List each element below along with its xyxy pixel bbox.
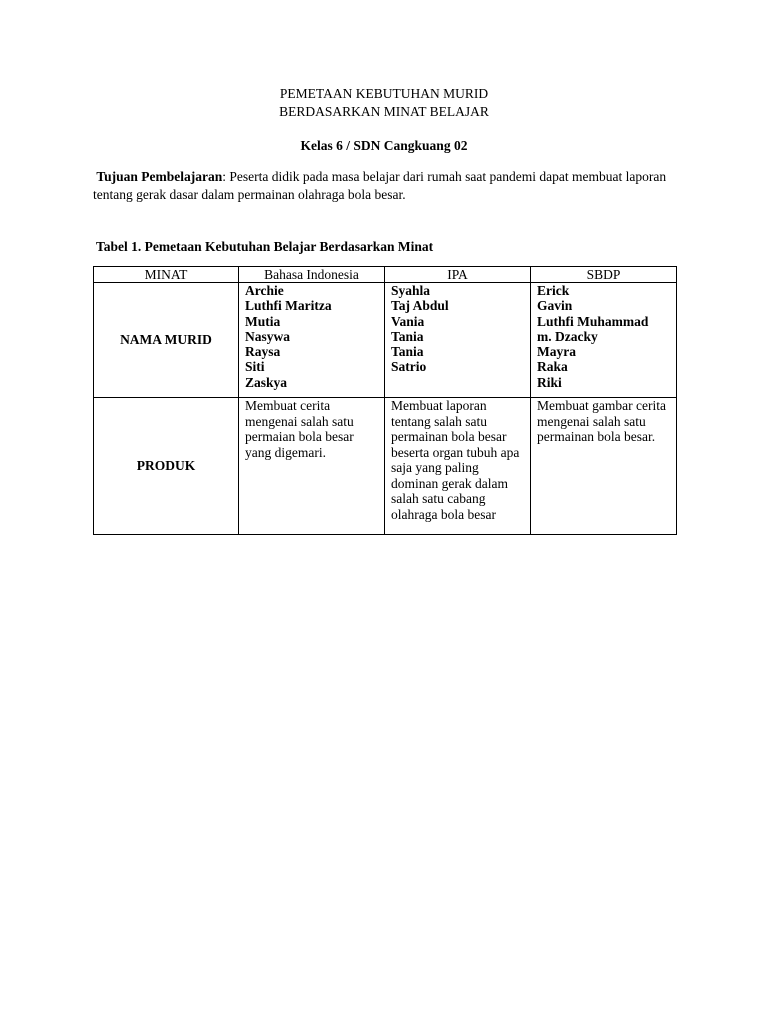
- student-name: Taj Abdul: [391, 298, 449, 314]
- table-row-products: [94, 398, 677, 535]
- student-name: Satrio: [391, 359, 427, 375]
- header-bahasa-indonesia: Bahasa Indonesia: [239, 267, 385, 283]
- names-cell-ipa: [385, 283, 531, 398]
- student-name: Zaskya: [245, 374, 288, 390]
- table-caption: Tabel 1. Pemetaan Kebutuhan Belajar Berdasarkan Minat: [96, 239, 434, 254]
- header-ipa: IPA: [385, 267, 531, 283]
- table-header-row: [94, 267, 677, 283]
- student-name: Riki: [537, 374, 562, 390]
- student-name: m. Dzacky: [537, 328, 598, 344]
- header-minat: MINAT: [94, 267, 239, 283]
- class-school-subtitle: Kelas 6 / SDN Cangkuang 02: [300, 138, 468, 153]
- student-name: Luthfi Maritza: [245, 298, 332, 314]
- product-cell-ipa: Membuat laporan tentang salah satu permainan bola besar beserta organ tubuh apa saja yang paling dominan gerak dalam salah satu cabang olahraga bola besar: [385, 398, 531, 535]
- student-name: Vania: [391, 313, 425, 329]
- document-title-line-1: PEMETAAN KEBUTUHAN MURID: [279, 86, 489, 101]
- table-row-student-names: [94, 283, 677, 398]
- student-name: Nasywa: [245, 328, 291, 344]
- student-name: Tania: [391, 344, 424, 360]
- interest-mapping-table: [93, 266, 677, 535]
- product-cell-bahasa-indonesia: Membuat cerita mengenai salah satu permaian bola besar yang digemari.: [239, 398, 385, 535]
- student-name: Mayra: [537, 344, 576, 360]
- student-name: Luthfi Muhammad: [537, 313, 649, 329]
- learning-objective-paragraph: [93, 168, 678, 204]
- names-cell-sbdp: [531, 283, 677, 398]
- header-sbdp: SBDP: [531, 267, 677, 283]
- names-cell-bahasa-indonesia: [239, 283, 385, 398]
- learning-objective-label: Tujuan Pembelajaran: [96, 169, 223, 184]
- student-name: Raka: [537, 359, 568, 375]
- row-label-nama-murid: NAMA MURID: [94, 283, 239, 398]
- student-name: Gavin: [537, 298, 573, 314]
- student-name: Mutia: [245, 313, 281, 329]
- student-name: Syahla: [391, 283, 431, 298]
- document-title-line-2: BERDASARKAN MINAT BELAJAR: [279, 104, 489, 119]
- product-cell-sbdp: Membuat gambar cerita mengenai salah satu permainan bola besar.: [531, 398, 677, 535]
- row-label-produk: PRODUK: [94, 398, 239, 535]
- student-name: Raysa: [245, 344, 281, 360]
- student-name: Tania: [391, 328, 424, 344]
- student-name: Siti: [245, 359, 265, 375]
- student-name: Archie: [245, 283, 284, 298]
- learning-objective-text: : Peserta didik pada masa belajar dari rumah saat pandemi dapat membuat laporan tentang gerak dasar dalam permainan olahraga bola besar.: [93, 169, 667, 202]
- student-name: Erick: [537, 283, 570, 298]
